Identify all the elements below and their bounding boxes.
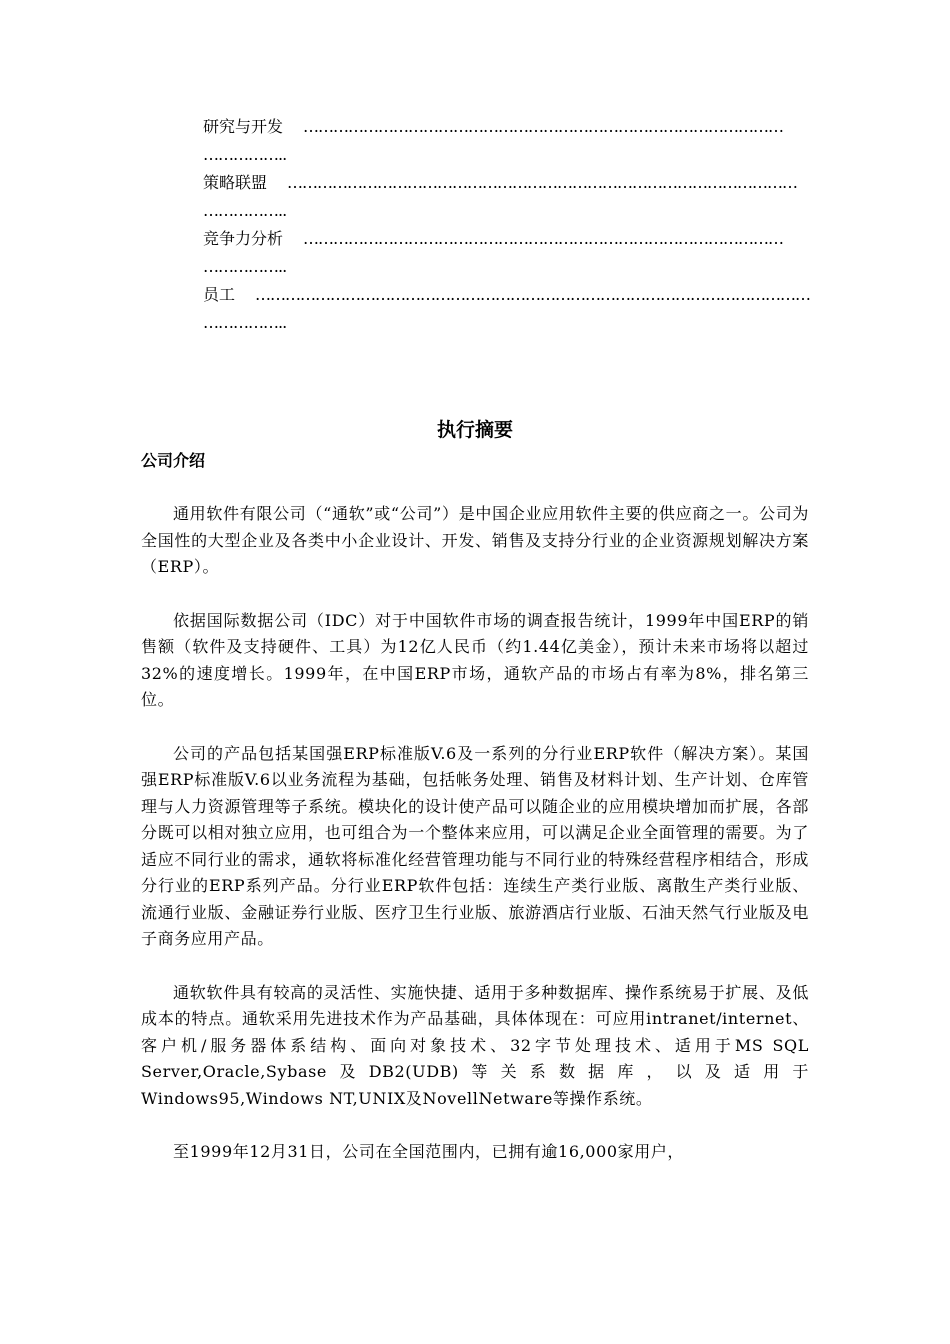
toc-dot-leader-continuation: …………….. <box>203 201 287 220</box>
paragraph: 至1999年12月31日，公司在全国范围内，已拥有逾16,000家用户， <box>173 1142 685 1161</box>
section-heading: 公司介绍 <box>141 451 206 470</box>
toc-dot-leader-continuation: …………….. <box>203 257 287 276</box>
toc-dot-leader-continuation: …………….. <box>203 313 287 332</box>
toc-dot-leader: ………………………………………………………………………………………………… <box>255 285 811 304</box>
toc-dot-leader: ………………………………………………………………………………………… <box>287 173 798 192</box>
toc-dot-leader-continuation: …………….. <box>203 145 287 164</box>
page-title: 执行摘要 <box>436 419 513 441</box>
paragraph: 通用软件有限公司（“通软”或“公司”）是中国企业应用软件主要的供应商之一。公司为全国性的大型企业及各类中小企业设计、开发、销售及支持分行业的企业资源规划解决方案（ERP）。 <box>141 504 809 576</box>
toc-entry-label: 员工 <box>203 285 236 304</box>
body-text <box>141 501 809 1193</box>
toc-entry-competition[interactable] <box>203 225 813 281</box>
paragraph: 公司的产品包括某国强ERP标准版V.6及一系列的分行业ERP软件（解决方案）。某国强ERP标准版V.6以业务流程为基础，包括帐务处理、销售及材料计划、生产计划、仓库管理与人力资源管理等子系统。模块化的设计使产品可以随企业的应用模块增加而扩展，各部分既可以相对独立应用，也可组合为一个整体来应用，可以满足企业全面管理的需要。为了适应不同行业的需求，通软将标准化经营管理功能与不同行业的特殊经营程序相结合，形成分行业的ERP系列产品。分行业ERP软件包括：连续生产类行业版、离散生产类行业版、流通行业版、金融证券行业版、医疗卫生行业版、旅游酒店行业版、石油天然气行业版及电子商务应用产品。 <box>141 743 809 948</box>
toc-entry-label: 竞争力分析 <box>203 229 284 248</box>
toc-entry-alliance[interactable] <box>203 169 813 225</box>
toc-entry-label: 研究与开发 <box>203 117 284 136</box>
toc-dot-leader: …………………………………………………………………………………… <box>303 229 784 248</box>
toc-entry-staff[interactable] <box>203 281 813 337</box>
toc-entry-research[interactable] <box>203 113 813 169</box>
paragraph: 通软软件具有较高的灵活性、实施快捷、适用于多种数据库、操作系统易于扩展、及低成本的特点。通软采用先进技术作为产品基础，具体体现在：可应用intranet/internet、客户机/服务器体系结构、面向对象技术、32字节处理技术、适用于MS SQL Server,Oracle,Sybase及DB2(UDB)等关系数据库，以及适用于Windows95,Windows NT,UNIX及NovellNetware等操作系统。 <box>141 982 809 1108</box>
toc-dot-leader: …………………………………………………………………………………… <box>303 117 784 136</box>
toc-entry-label: 策略联盟 <box>203 173 268 192</box>
table-of-contents <box>203 113 813 337</box>
paragraph: 依据国际数据公司（IDC）对于中国软件市场的调查报告统计，1999年中国ERP的销售额（软件及支持硬件、工具）为12亿人民币（约1.44亿美金），预计未来市场将以超过32%的速度增长。1999年，在中国ERP市场，通软产品的市场占有率为8%，排名第三位。 <box>141 610 809 709</box>
